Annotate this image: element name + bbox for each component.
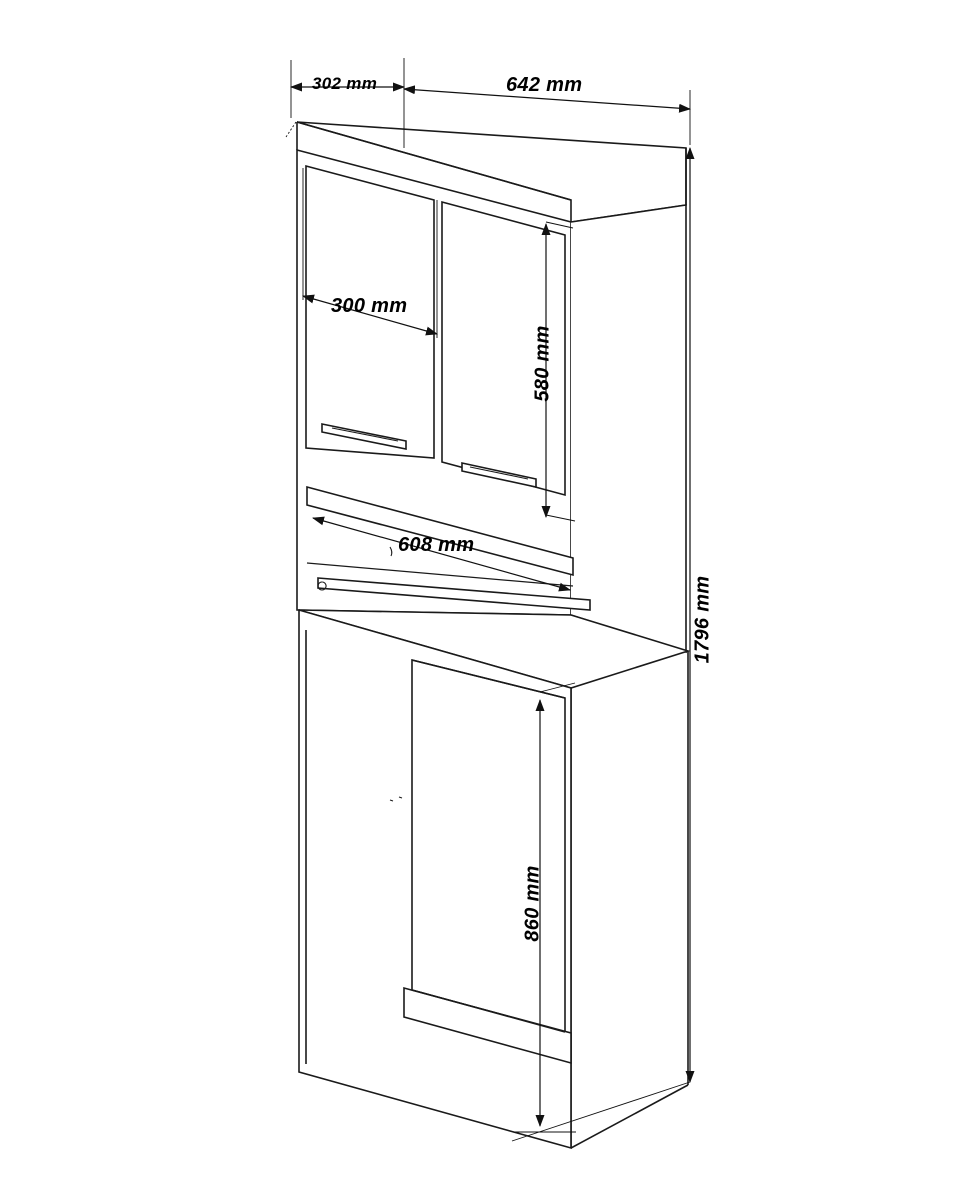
dimension-label-width-top: 642 mm	[506, 74, 583, 96]
dimension-label-door-width: 300 mm	[331, 295, 408, 317]
dimension-label-shelf-width: 608 mm	[398, 534, 475, 556]
dimension-label-total-height: 1796 mm	[691, 575, 714, 664]
cabinet-body	[297, 122, 688, 1148]
dimension-label-upper-height: 580 mm	[531, 325, 554, 402]
dimension-label-lower-height: 860 mm	[521, 865, 544, 942]
dimension-label-depth-top: 302 mm	[312, 74, 378, 93]
